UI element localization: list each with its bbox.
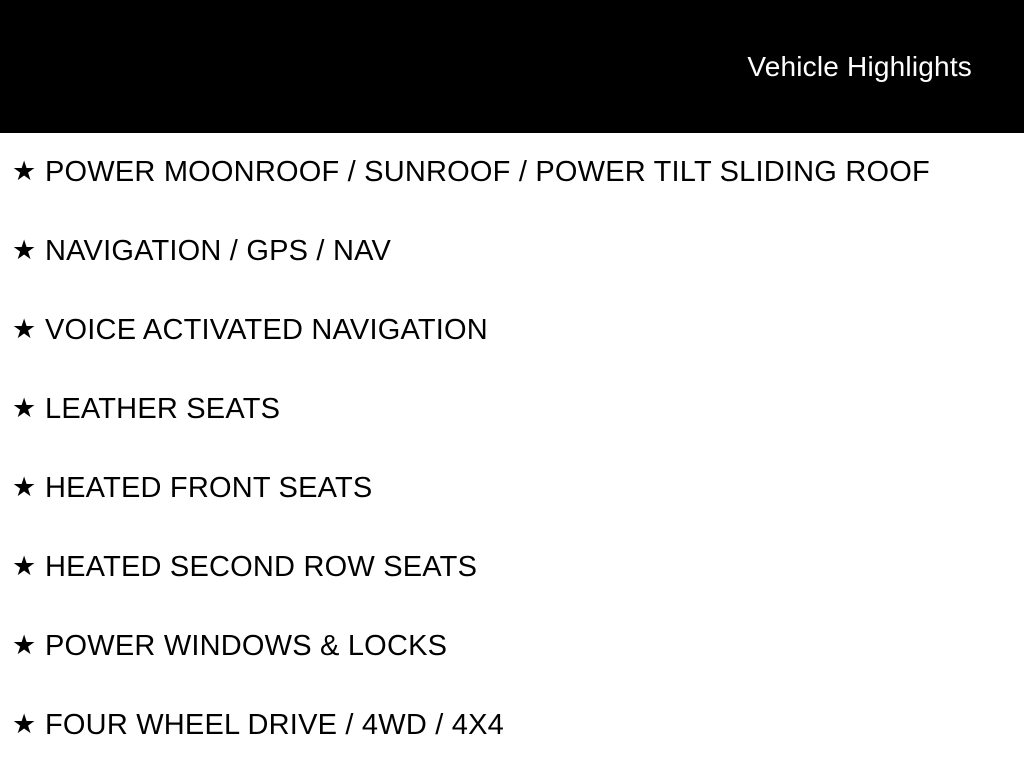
list-item [12,155,1004,189]
highlights-list [0,133,1024,742]
highlight-label: HEATED SECOND ROW SEATS [45,550,478,583]
star-icon: ★ [12,708,37,739]
star-icon: ★ [12,313,37,344]
list-item [12,708,1004,742]
list-item [12,550,1004,584]
star-icon: ★ [12,550,37,581]
highlight-label: HEATED FRONT SEATS [45,471,373,504]
star-icon: ★ [12,234,37,265]
highlight-label: VOICE ACTIVATED NAVIGATION [45,313,488,346]
star-icon: ★ [12,155,37,186]
highlight-label: POWER WINDOWS & LOCKS [45,629,448,662]
highlight-label: POWER MOONROOF / SUNROOF / POWER TILT SLIDING ROOF [45,155,930,188]
star-icon: ★ [12,471,37,502]
highlight-label: NAVIGATION / GPS / NAV [45,234,392,267]
list-item [12,313,1004,347]
list-item [12,629,1004,663]
star-icon: ★ [12,629,37,660]
star-icon: ★ [12,392,37,423]
list-item [12,392,1004,426]
highlight-label: FOUR WHEEL DRIVE / 4WD / 4X4 [45,708,504,741]
list-item [12,471,1004,505]
page-title: Vehicle Highlights [747,50,972,82]
header-bar [0,0,1024,133]
list-item [12,234,1004,268]
highlight-label: LEATHER SEATS [45,392,281,425]
